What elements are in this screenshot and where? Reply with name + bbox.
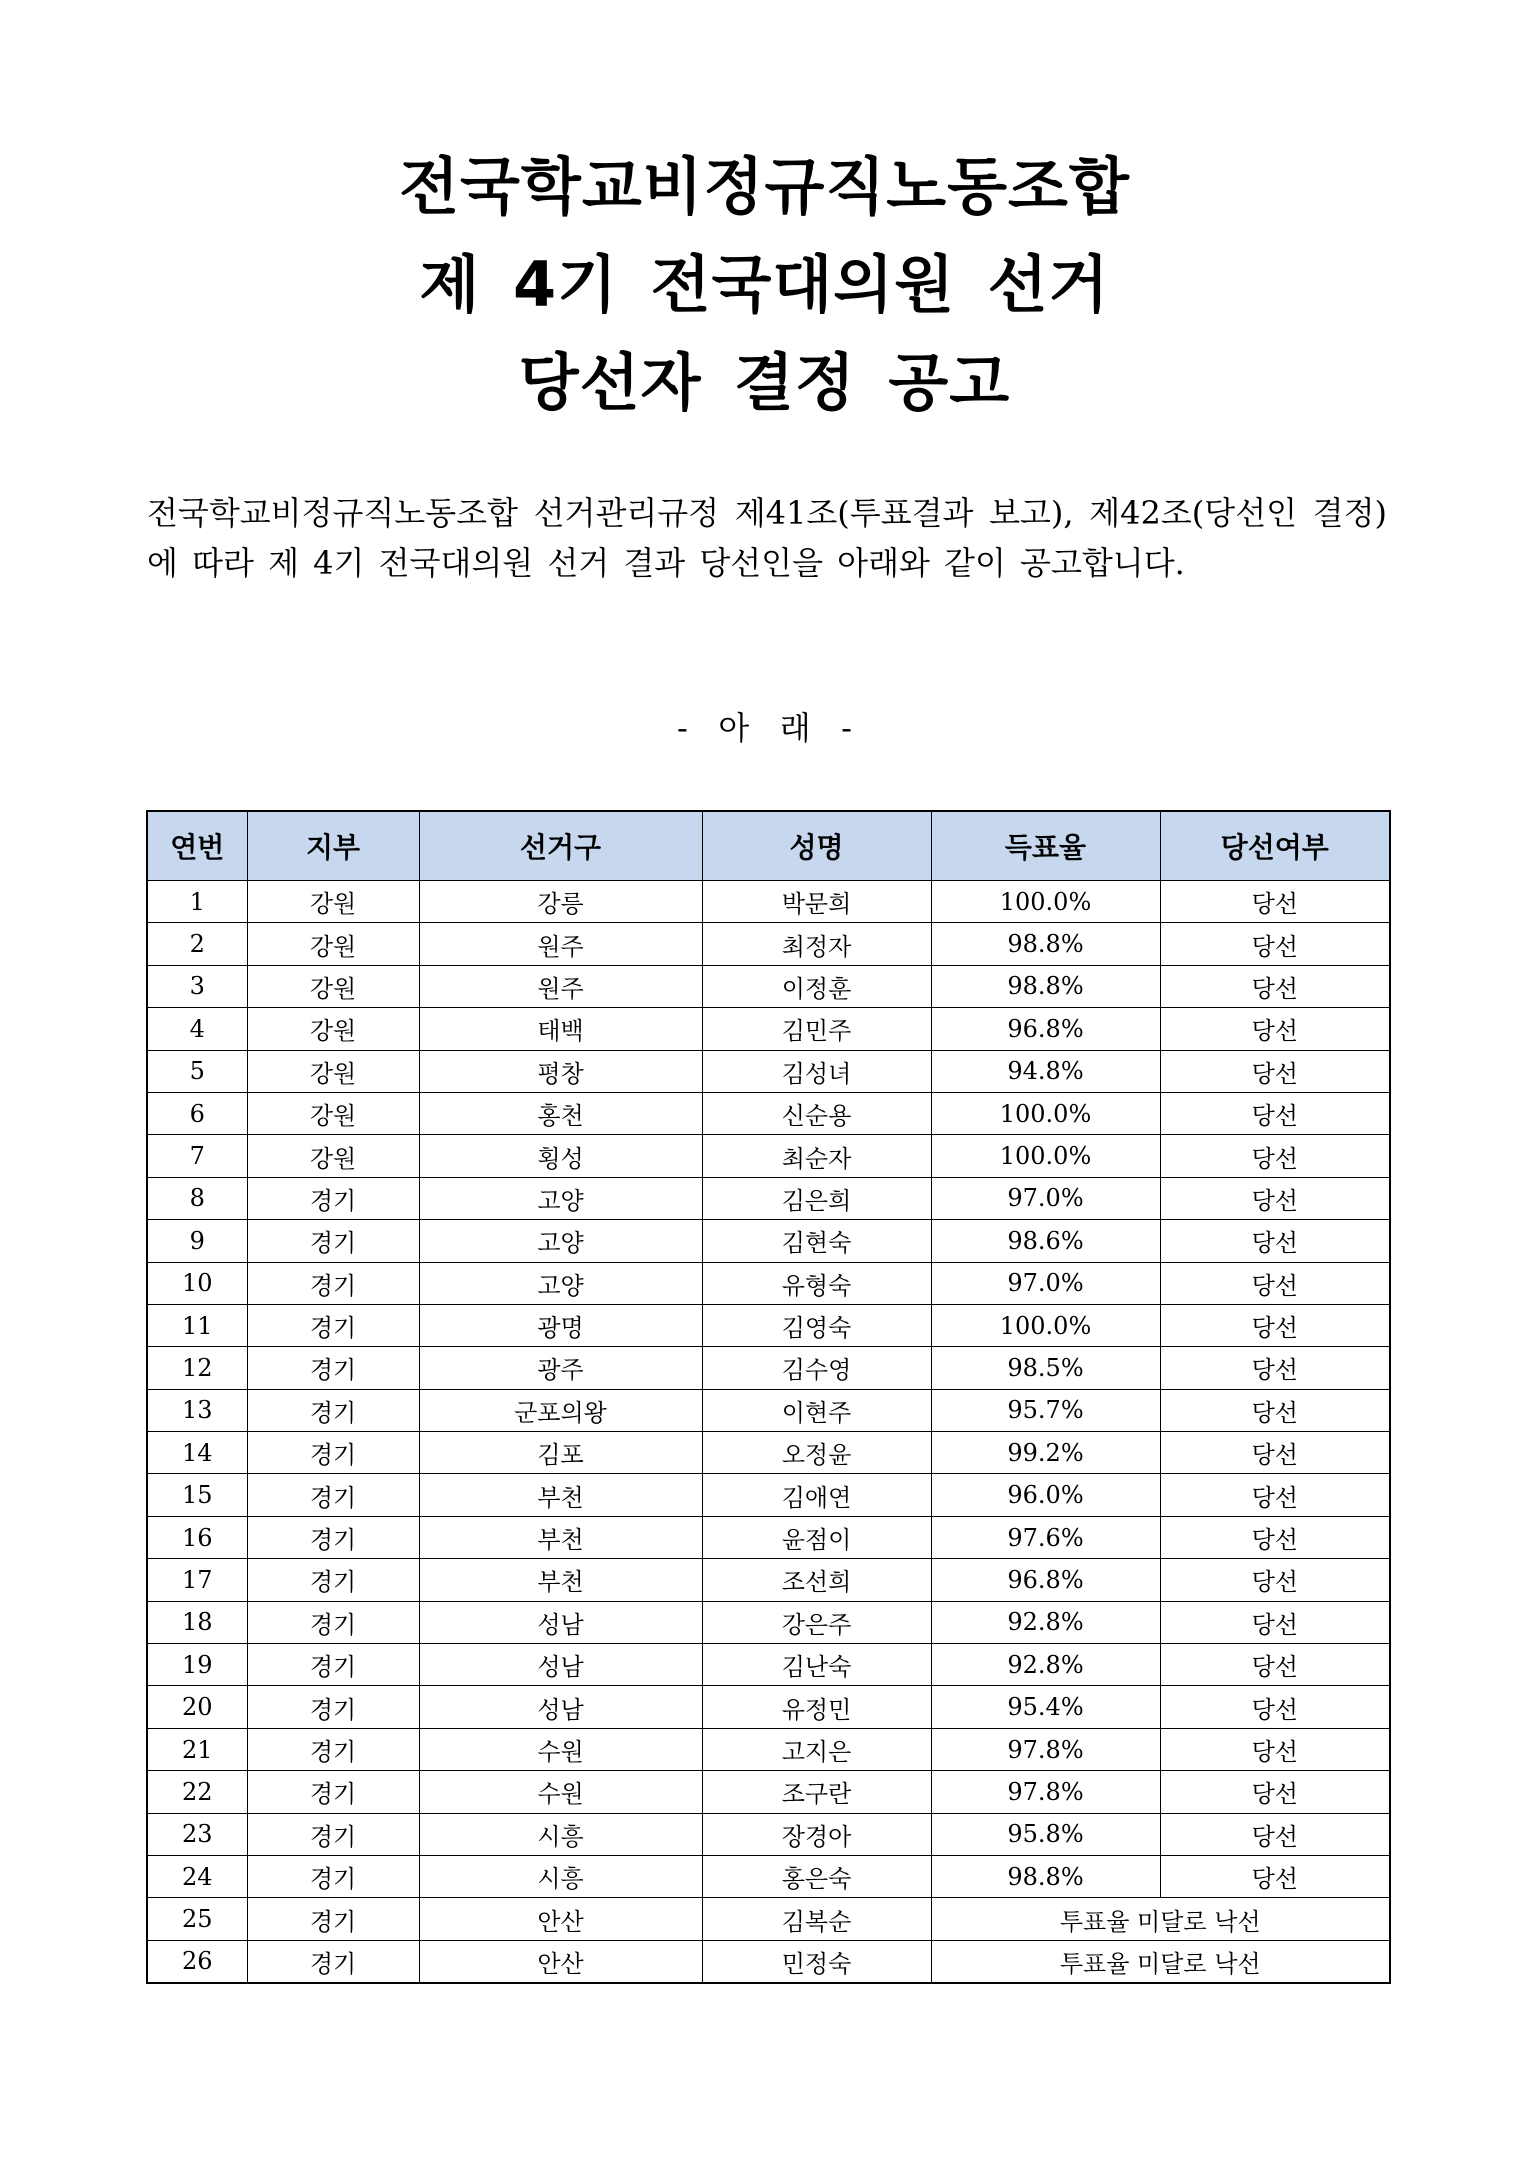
cell-branch: 강원 bbox=[247, 1135, 419, 1177]
cell-name: 이현주 bbox=[702, 1389, 931, 1431]
header-no: 연번 bbox=[147, 811, 247, 881]
table-row bbox=[147, 1008, 1390, 1050]
table-row bbox=[147, 1855, 1390, 1897]
cell-name: 유형숙 bbox=[702, 1262, 931, 1304]
cell-branch: 경기 bbox=[247, 1898, 419, 1940]
table-row bbox=[147, 1559, 1390, 1601]
cell-rate: 100.0% bbox=[931, 1135, 1160, 1177]
table-row bbox=[147, 1516, 1390, 1558]
cell-result: 당선 bbox=[1160, 1644, 1390, 1686]
table-row bbox=[147, 1728, 1390, 1770]
cell-district: 시흥 bbox=[419, 1855, 702, 1897]
cell-rate: 94.8% bbox=[931, 1050, 1160, 1092]
cell-result: 당선 bbox=[1160, 1771, 1390, 1813]
cell-district: 고양 bbox=[419, 1177, 702, 1219]
cell-no: 14 bbox=[147, 1432, 247, 1474]
cell-no: 3 bbox=[147, 965, 247, 1007]
cell-rate: 95.7% bbox=[931, 1389, 1160, 1431]
cell-name: 김복순 bbox=[702, 1898, 931, 1940]
cell-district: 강릉 bbox=[419, 881, 702, 923]
table-row bbox=[147, 881, 1390, 923]
header-rate: 득표율 bbox=[931, 811, 1160, 881]
cell-no: 6 bbox=[147, 1092, 247, 1134]
cell-branch: 경기 bbox=[247, 1262, 419, 1304]
cell-no: 1 bbox=[147, 881, 247, 923]
cell-result: 당선 bbox=[1160, 1008, 1390, 1050]
table-body bbox=[147, 881, 1390, 1984]
cell-name: 김민주 bbox=[702, 1008, 931, 1050]
cell-name: 김난숙 bbox=[702, 1644, 931, 1686]
cell-rate: 98.5% bbox=[931, 1347, 1160, 1389]
cell-no: 2 bbox=[147, 923, 247, 965]
cell-result: 당선 bbox=[1160, 1516, 1390, 1558]
cell-rate: 96.0% bbox=[931, 1474, 1160, 1516]
cell-branch: 경기 bbox=[247, 1474, 419, 1516]
cell-name: 김수영 bbox=[702, 1347, 931, 1389]
cell-no: 19 bbox=[147, 1644, 247, 1686]
cell-branch: 경기 bbox=[247, 1177, 419, 1219]
cell-district: 횡성 bbox=[419, 1135, 702, 1177]
cell-branch: 경기 bbox=[247, 1516, 419, 1558]
table-row bbox=[147, 1474, 1390, 1516]
cell-name: 최정자 bbox=[702, 923, 931, 965]
cell-district: 부천 bbox=[419, 1516, 702, 1558]
cell-name: 고지은 bbox=[702, 1728, 931, 1770]
document-title bbox=[0, 138, 1529, 432]
cell-no: 17 bbox=[147, 1559, 247, 1601]
cell-branch: 경기 bbox=[247, 1855, 419, 1897]
cell-district: 시흥 bbox=[419, 1813, 702, 1855]
cell-result: 당선 bbox=[1160, 1474, 1390, 1516]
cell-branch: 경기 bbox=[247, 1686, 419, 1728]
note-heading: - 아 래 - bbox=[677, 709, 852, 747]
cell-rate: 92.8% bbox=[931, 1644, 1160, 1686]
table-row bbox=[147, 1092, 1390, 1134]
table-row bbox=[147, 965, 1390, 1007]
cell-result: 당선 bbox=[1160, 1092, 1390, 1134]
cell-rate: 96.8% bbox=[931, 1008, 1160, 1050]
table-row bbox=[147, 923, 1390, 965]
cell-district: 김포 bbox=[419, 1432, 702, 1474]
cell-branch: 강원 bbox=[247, 1008, 419, 1050]
cell-branch: 경기 bbox=[247, 1432, 419, 1474]
cell-rate: 96.8% bbox=[931, 1559, 1160, 1601]
cell-rate: 99.2% bbox=[931, 1432, 1160, 1474]
cell-merged-result: 투표율 미달로 낙선 bbox=[931, 1940, 1390, 1983]
cell-district: 광명 bbox=[419, 1304, 702, 1346]
cell-result: 당선 bbox=[1160, 1813, 1390, 1855]
cell-branch: 경기 bbox=[247, 1644, 419, 1686]
cell-name: 오정윤 bbox=[702, 1432, 931, 1474]
cell-name: 박문희 bbox=[702, 881, 931, 923]
intro-paragraph: 전국학교비정규직노동조합 선거관리규정 제41조(투표결과 보고), 제42조(당선인 결정)에 따라 제 4기 전국대의원 선거 결과 당선인을 아래와 같이 공고합니다. bbox=[147, 494, 1387, 582]
cell-no: 7 bbox=[147, 1135, 247, 1177]
cell-name: 조선희 bbox=[702, 1559, 931, 1601]
cell-branch: 경기 bbox=[247, 1601, 419, 1643]
cell-name: 최순자 bbox=[702, 1135, 931, 1177]
cell-rate: 100.0% bbox=[931, 1092, 1160, 1134]
table-row bbox=[147, 1813, 1390, 1855]
cell-merged-result: 투표율 미달로 낙선 bbox=[931, 1898, 1390, 1940]
cell-name: 장경아 bbox=[702, 1813, 931, 1855]
cell-rate: 95.4% bbox=[931, 1686, 1160, 1728]
cell-name: 홍은숙 bbox=[702, 1855, 931, 1897]
table-row bbox=[147, 1304, 1390, 1346]
cell-district: 안산 bbox=[419, 1898, 702, 1940]
table-row bbox=[147, 1262, 1390, 1304]
cell-result: 당선 bbox=[1160, 923, 1390, 965]
cell-district: 원주 bbox=[419, 923, 702, 965]
cell-result: 당선 bbox=[1160, 1432, 1390, 1474]
cell-no: 11 bbox=[147, 1304, 247, 1346]
cell-rate: 97.8% bbox=[931, 1771, 1160, 1813]
cell-result: 당선 bbox=[1160, 965, 1390, 1007]
cell-no: 24 bbox=[147, 1855, 247, 1897]
cell-no: 9 bbox=[147, 1220, 247, 1262]
cell-branch: 경기 bbox=[247, 1940, 419, 1983]
cell-no: 8 bbox=[147, 1177, 247, 1219]
cell-name: 유정민 bbox=[702, 1686, 931, 1728]
cell-result: 당선 bbox=[1160, 1220, 1390, 1262]
cell-result: 당선 bbox=[1160, 1559, 1390, 1601]
cell-no: 10 bbox=[147, 1262, 247, 1304]
table-row bbox=[147, 1601, 1390, 1643]
cell-name: 김애연 bbox=[702, 1474, 931, 1516]
cell-no: 18 bbox=[147, 1601, 247, 1643]
cell-no: 26 bbox=[147, 1940, 247, 1983]
table-row bbox=[147, 1432, 1390, 1474]
cell-no: 22 bbox=[147, 1771, 247, 1813]
cell-no: 4 bbox=[147, 1008, 247, 1050]
cell-no: 13 bbox=[147, 1389, 247, 1431]
cell-rate: 98.8% bbox=[931, 965, 1160, 1007]
cell-name: 김성녀 bbox=[702, 1050, 931, 1092]
cell-district: 수원 bbox=[419, 1771, 702, 1813]
cell-result: 당선 bbox=[1160, 1304, 1390, 1346]
cell-result: 당선 bbox=[1160, 1855, 1390, 1897]
table-row bbox=[147, 1135, 1390, 1177]
cell-district: 광주 bbox=[419, 1347, 702, 1389]
header-name: 성명 bbox=[702, 811, 931, 881]
cell-district: 군포의왕 bbox=[419, 1389, 702, 1431]
cell-branch: 경기 bbox=[247, 1728, 419, 1770]
cell-district: 태백 bbox=[419, 1008, 702, 1050]
cell-name: 신순용 bbox=[702, 1092, 931, 1134]
header-branch: 지부 bbox=[247, 811, 419, 881]
cell-branch: 경기 bbox=[247, 1771, 419, 1813]
cell-branch: 경기 bbox=[247, 1559, 419, 1601]
cell-no: 21 bbox=[147, 1728, 247, 1770]
cell-district: 안산 bbox=[419, 1940, 702, 1983]
cell-name: 조구란 bbox=[702, 1771, 931, 1813]
cell-branch: 강원 bbox=[247, 965, 419, 1007]
cell-result: 당선 bbox=[1160, 881, 1390, 923]
cell-no: 25 bbox=[147, 1898, 247, 1940]
cell-result: 당선 bbox=[1160, 1177, 1390, 1219]
cell-branch: 경기 bbox=[247, 1813, 419, 1855]
cell-result: 당선 bbox=[1160, 1601, 1390, 1643]
table-row bbox=[147, 1644, 1390, 1686]
cell-name: 김영숙 bbox=[702, 1304, 931, 1346]
cell-branch: 경기 bbox=[247, 1220, 419, 1262]
cell-result: 당선 bbox=[1160, 1050, 1390, 1092]
cell-result: 당선 bbox=[1160, 1728, 1390, 1770]
cell-district: 고양 bbox=[419, 1220, 702, 1262]
cell-rate: 97.0% bbox=[931, 1177, 1160, 1219]
cell-district: 원주 bbox=[419, 965, 702, 1007]
table-row bbox=[147, 1220, 1390, 1262]
table-row bbox=[147, 1686, 1390, 1728]
cell-district: 성남 bbox=[419, 1686, 702, 1728]
table-row bbox=[147, 1177, 1390, 1219]
cell-no: 20 bbox=[147, 1686, 247, 1728]
cell-no: 23 bbox=[147, 1813, 247, 1855]
cell-name: 김은희 bbox=[702, 1177, 931, 1219]
cell-result: 당선 bbox=[1160, 1347, 1390, 1389]
cell-rate: 98.6% bbox=[931, 1220, 1160, 1262]
cell-district: 성남 bbox=[419, 1644, 702, 1686]
header-district: 선거구 bbox=[419, 811, 702, 881]
cell-district: 성남 bbox=[419, 1601, 702, 1643]
cell-no: 16 bbox=[147, 1516, 247, 1558]
title-line-1: 전국학교비정규직노동조합 bbox=[399, 150, 1130, 223]
cell-branch: 경기 bbox=[247, 1389, 419, 1431]
cell-result: 당선 bbox=[1160, 1262, 1390, 1304]
cell-district: 고양 bbox=[419, 1262, 702, 1304]
cell-branch: 강원 bbox=[247, 1050, 419, 1092]
cell-no: 5 bbox=[147, 1050, 247, 1092]
table-row bbox=[147, 1389, 1390, 1431]
cell-rate: 97.6% bbox=[931, 1516, 1160, 1558]
title-line-2: 제 4기 전국대의원 선거 bbox=[419, 248, 1110, 321]
cell-result: 당선 bbox=[1160, 1135, 1390, 1177]
cell-branch: 강원 bbox=[247, 923, 419, 965]
cell-rate: 97.8% bbox=[931, 1728, 1160, 1770]
cell-district: 평창 bbox=[419, 1050, 702, 1092]
results-table bbox=[146, 810, 1391, 1984]
cell-rate: 95.8% bbox=[931, 1813, 1160, 1855]
cell-district: 수원 bbox=[419, 1728, 702, 1770]
table-header-row bbox=[147, 811, 1390, 881]
cell-name: 민정숙 bbox=[702, 1940, 931, 1983]
cell-district: 부천 bbox=[419, 1474, 702, 1516]
cell-rate: 100.0% bbox=[931, 1304, 1160, 1346]
cell-branch: 경기 bbox=[247, 1304, 419, 1346]
cell-branch: 강원 bbox=[247, 1092, 419, 1134]
cell-district: 홍천 bbox=[419, 1092, 702, 1134]
cell-name: 강은주 bbox=[702, 1601, 931, 1643]
cell-branch: 강원 bbox=[247, 881, 419, 923]
cell-name: 윤점이 bbox=[702, 1516, 931, 1558]
title-line-3: 당선자 결정 공고 bbox=[518, 346, 1011, 419]
header-result: 당선여부 bbox=[1160, 811, 1390, 881]
cell-no: 12 bbox=[147, 1347, 247, 1389]
cell-rate: 92.8% bbox=[931, 1601, 1160, 1643]
cell-district: 부천 bbox=[419, 1559, 702, 1601]
cell-rate: 98.8% bbox=[931, 1855, 1160, 1897]
cell-rate: 100.0% bbox=[931, 881, 1160, 923]
table-row bbox=[147, 1771, 1390, 1813]
cell-name: 이정훈 bbox=[702, 965, 931, 1007]
table-row bbox=[147, 1940, 1390, 1983]
cell-rate: 97.0% bbox=[931, 1262, 1160, 1304]
cell-no: 15 bbox=[147, 1474, 247, 1516]
cell-branch: 경기 bbox=[247, 1347, 419, 1389]
cell-result: 당선 bbox=[1160, 1389, 1390, 1431]
cell-rate: 98.8% bbox=[931, 923, 1160, 965]
cell-name: 김현숙 bbox=[702, 1220, 931, 1262]
table-row bbox=[147, 1347, 1390, 1389]
table-row bbox=[147, 1898, 1390, 1940]
cell-result: 당선 bbox=[1160, 1686, 1390, 1728]
table-row bbox=[147, 1050, 1390, 1092]
